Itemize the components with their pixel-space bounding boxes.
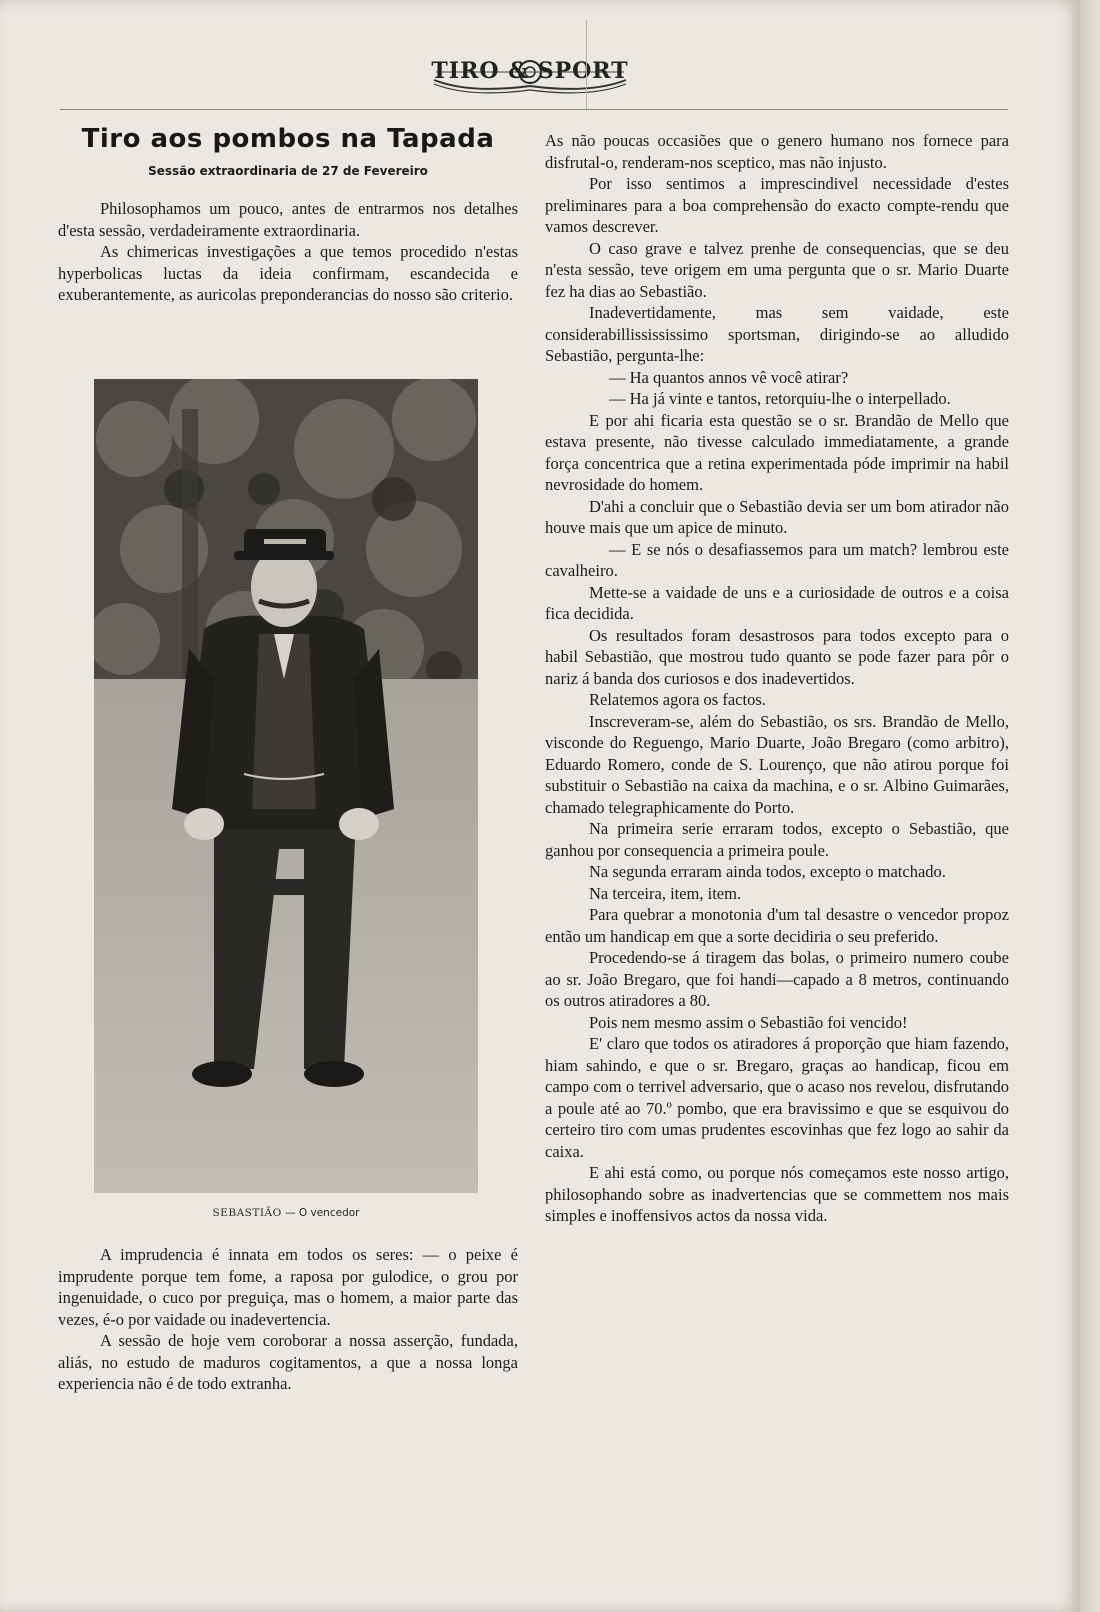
paragraph: Pois nem mesmo assim o Sebastião foi vencido! xyxy=(589,1012,908,1032)
paragraph: Para quebrar a monotonia d'um tal desastre o vencedor propoz então um handicap em que a sorte decidiria o seu preferido. xyxy=(545,905,1009,946)
paragraph: A imprudencia é innata em todos os seres: — o peixe é imprudente porque tem fome, a raposa por gulodice, o grou por ingenuidade, o cuco por preguiça, mas o homem, a maior parte das vezes, é-o por vaidade ou inadevertencia. xyxy=(58,1245,518,1329)
dialogue-line: — Ha já vinte e tantos, retorquiu-lhe o interpellado. xyxy=(609,389,951,408)
caption-role: O vencedor xyxy=(298,1207,360,1219)
paragraph: Por isso sentimos a imprescindivel necessidade d'estes preliminares para a boa comprehensão do exacto compte-rendu que vamos descrever. xyxy=(545,174,1009,236)
caption-separator: — xyxy=(281,1207,299,1219)
portrait-photo xyxy=(94,379,478,1193)
paragraph: Mette-se a vaidade de uns e a curiosidade de outros e a coisa fica decidida. xyxy=(545,582,1009,623)
paragraph: Philosophamos um pouco, antes de entrarmos nos detalhes d'esta sessão, verdadeiramente extraordinaria. xyxy=(58,199,518,240)
header-rule xyxy=(60,109,1008,110)
paragraph: Procedendo-se á tiragem das bolas, o primeiro numero coube ao sr. João Bregaro, que foi handi—capado a 8 metros, continuando os outros atiradores a 80. xyxy=(545,948,1009,1010)
caption-name: SEBASTIÃO xyxy=(212,1207,282,1219)
paragraph: Relatemos agora os factos. xyxy=(589,690,766,709)
photo-caption xyxy=(94,1207,478,1219)
paragraph: E' claro que todos os atiradores á proporção que hiam fazendo, hiam sahindo, e que o sr. Bregaro, graças ao handicap, ficou em campo com o terrivel adversario, que o acaso nos revelou, disfrutando a poule até ao 70.º pombo, que era bravissimo e que se esquivou do certeiro tiro com umas prudentes escovinhas que fez logo ao sahir da caixa. xyxy=(545,1034,1009,1161)
paragraph: E ahi está como, ou porque nós começamos este nosso artigo, philosophando sobre as inadvertencias que se commettem nos mais simples e inoffensivos actos da nossa vida. xyxy=(545,1163,1009,1225)
intro-text xyxy=(58,198,518,306)
masthead-vertical-rule xyxy=(586,20,587,110)
paragraph: Na terceira, item, item. xyxy=(589,883,742,903)
masthead-logo xyxy=(430,50,630,98)
paragraph: O caso grave e talvez prenhe de consequencias, que se deu n'esta sessão, teve origem em uma pergunta que o sr. Mario Duarte fez ha dias ao Sebastião. xyxy=(545,238,1009,301)
paragraph: Os resultados foram desastrosos para todos excepto para o habil Sebastião, que mostrou tudo quanto se pode fazer para pôr o nariz á banda dos curiosos e dos inadevertidos. xyxy=(545,625,1009,688)
masthead-text: TIRO & SPORT xyxy=(431,58,629,84)
paragraph: As não poucas occasiões que o genero humano nos fornece para disfrutal-o, renderam-nos sceptico, mas não injusto. xyxy=(545,131,1009,172)
paragraph: E por ahi ficaria esta questão se o sr. Brandão de Mello que estava presente, não tivesse calculado immediatamente, a grande força concentrica que a retina experimentada póde imprimir na habil nevrosidade do homem. xyxy=(545,410,1009,494)
portrait-illustration xyxy=(94,379,478,1193)
page-edge xyxy=(1080,0,1100,1612)
paragraph: Na segunda erraram ainda todos, excepto o matchado. xyxy=(589,862,946,881)
right-column-text xyxy=(545,130,1009,1227)
paragraph: A sessão de hoje vem coroborar a nossa asserção, fundada, aliás, no estudo de maduros cogitamentos, a que a nossa longa experiencia não é de todo extranha. xyxy=(58,1331,518,1393)
dialogue-line: — E se nós o desafiassemos para um match? lembrou este cavalheiro. xyxy=(545,539,1009,580)
article-title: Tiro aos pombos na Tapada xyxy=(81,124,495,154)
paragraph: Na primeira serie erraram todos, excepto o Sebastião, que ganhou por consequencia a primeira poule. xyxy=(545,819,1009,860)
paragraph: Inscreveram-se, além do Sebastião, os srs. Brandão de Mello, visconde do Reguengo, Mario Duarte, João Bregaro (como arbitro), Eduardo Romero, conde de S. Lourenço, que não atirou porque foi substituir o Sebastião na caixa da machina, e o sr. Albino Guimarães, chamado telegraphicamente do Porto. xyxy=(545,711,1009,817)
left-column-header xyxy=(58,124,518,190)
paragraph: As chimericas investigações a que temos procedido n'estas hyperbolicas luctas da ideia confirmam, escandecida e exuberantemente, as auricolas preponderancias do nosso são criterio. xyxy=(58,242,518,304)
article-subtitle: Sessão extraordinaria de 27 de Fevereiro xyxy=(148,164,428,178)
left-lower-text xyxy=(58,1244,518,1395)
paragraph: D'ahi a concluir que o Sebastião devia ser um bom atirador não houve mais que um apice de minuto. xyxy=(545,496,1009,537)
paragraph: Inadevertidamente, mas sem vaidade, este considerabillissississimo sportsman, dirigindo-se ao alludido Sebastião, pergunta-lhe: xyxy=(545,303,1009,365)
dialogue-line: — Ha quantos annos vê você atirar? xyxy=(609,367,849,387)
